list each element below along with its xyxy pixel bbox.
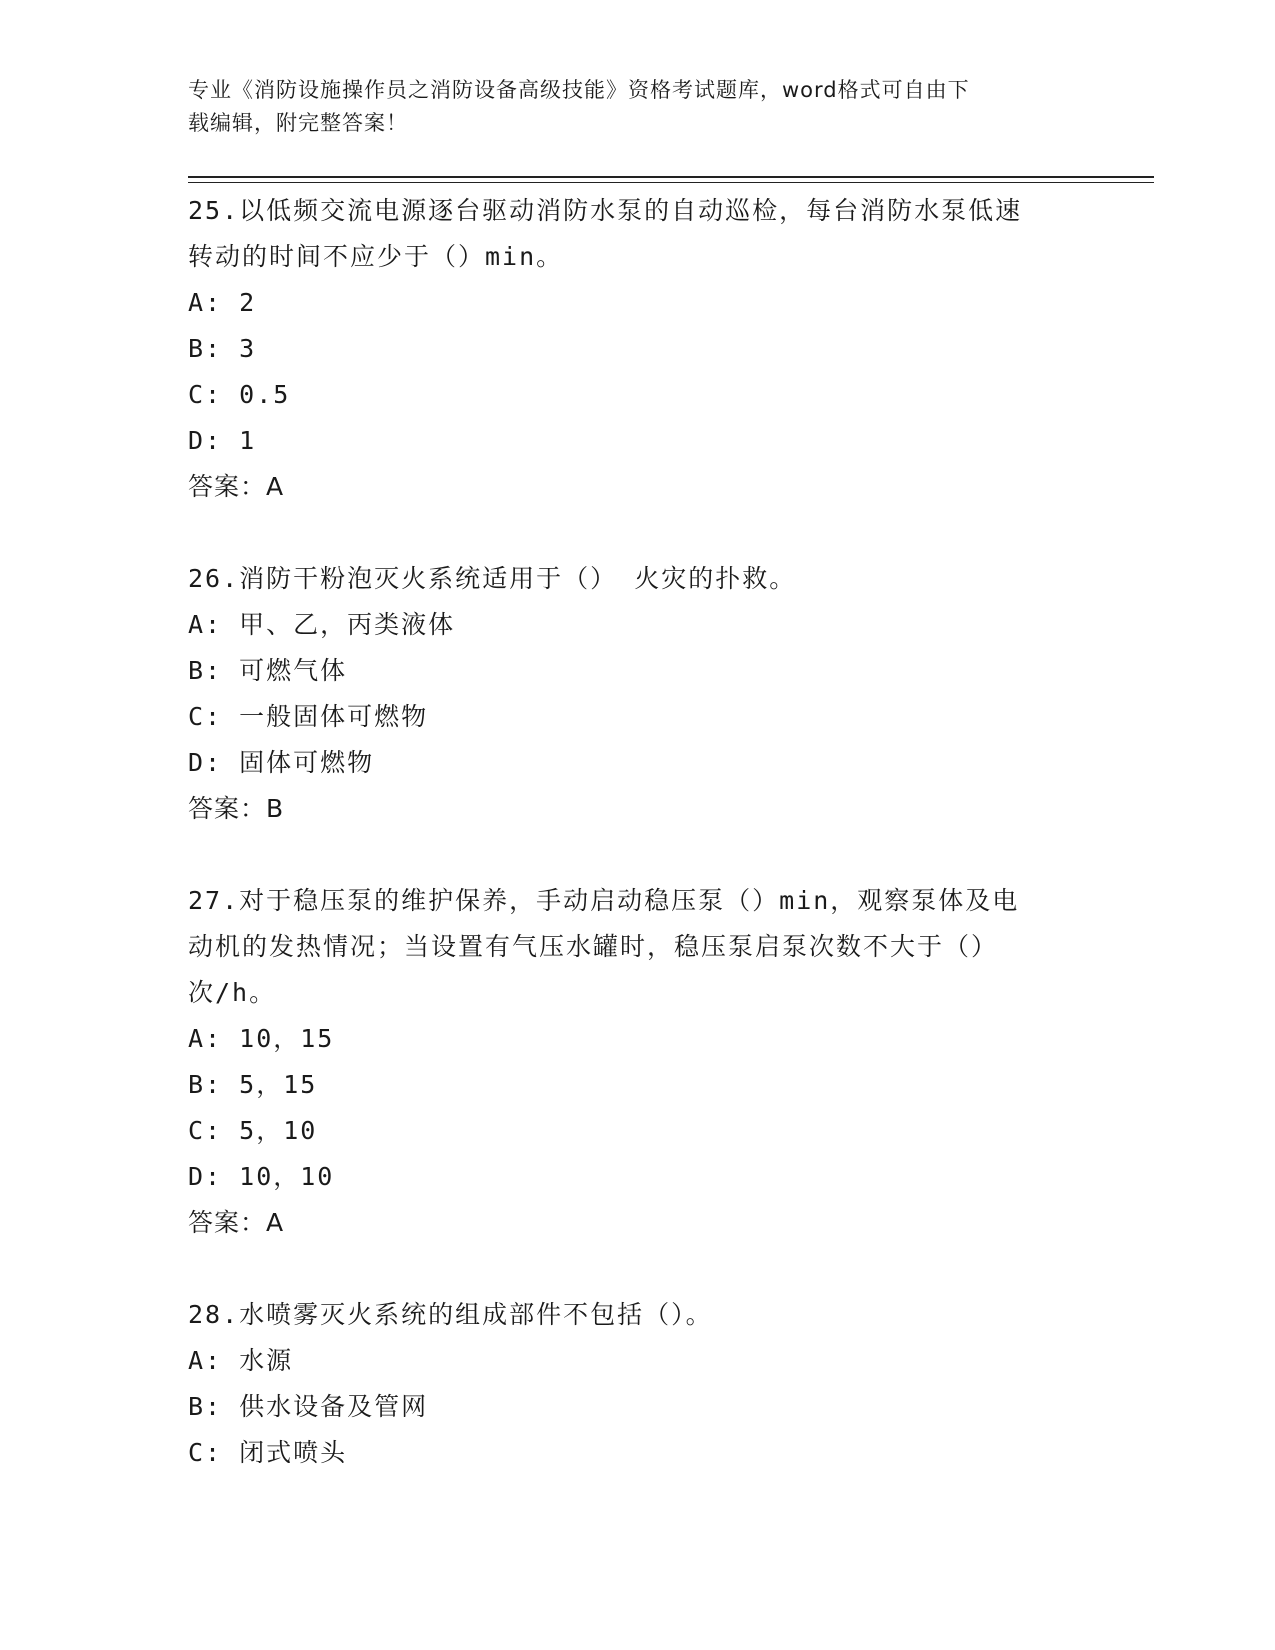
question-28 [188,1292,1088,1476]
header-divider-thin [188,182,1154,183]
answer-label: 答案：A [188,472,285,501]
option-a: A: 2 [188,288,257,317]
option-d: D: 1 [188,426,257,455]
option-b: B: 5，15 [188,1070,318,1099]
question-stem: 28.水喷雾灭火系统的组成部件不包括（）。 [188,1300,713,1329]
option-c: C: 5，10 [188,1116,318,1145]
option-a: A: 水源 [188,1346,294,1375]
answer-label: 答案：B [188,794,285,823]
question-26 [188,556,1088,832]
option-c: C: 0.5 [188,380,291,409]
option-d: D: 固体可燃物 [188,748,375,777]
question-stem: 转动的时间不应少于（）min。 [188,242,564,271]
document-header [188,74,1088,140]
header-divider-thick [188,176,1154,178]
question-stem: 25.以低频交流电源逐台驱动消防水泵的自动巡检，每台消防水泵低速 [188,196,1023,225]
question-27 [188,878,1088,1246]
option-c: C: 一般固体可燃物 [188,702,429,731]
option-a: A: 甲、乙，丙类液体 [188,610,456,639]
question-stem: 26.消防干粉泡灭火系统适用于（） 火灾的扑救。 [188,564,797,593]
answer-label: 答案：A [188,1208,285,1237]
option-c: C: 闭式喷头 [188,1438,348,1467]
option-b: B: 供水设备及管网 [188,1392,429,1421]
question-stem: 27.对于稳压泵的维护保养，手动启动稳压泵（）min，观察泵体及电 [188,886,1020,915]
question-25 [188,188,1088,510]
header-line-1: 专业《消防设施操作员之消防设备高级技能》资格考试题库，word格式可自由下 [188,78,970,102]
question-stem: 动机的发热情况；当设置有气压水罐时，稳压泵启泵次数不大于（） [188,932,999,961]
header-line-2: 载编辑，附完整答案！ [188,111,408,135]
option-b: B: 3 [188,334,257,363]
option-b: B: 可燃气体 [188,656,348,685]
option-d: D: 10，10 [188,1162,335,1191]
question-stem: 次/h。 [188,978,277,1007]
option-a: A: 10，15 [188,1024,335,1053]
question-list [188,188,1088,1522]
